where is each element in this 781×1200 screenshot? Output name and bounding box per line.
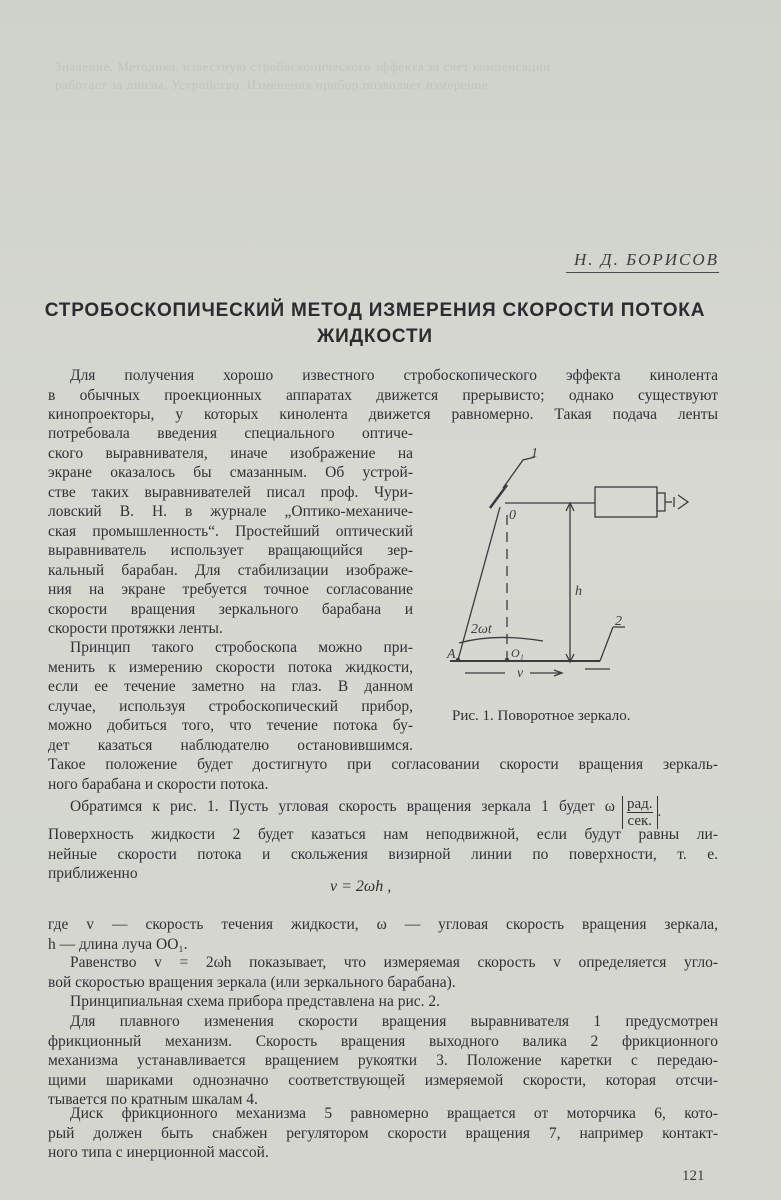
text-line: Для получения хорошо известного стробоскопического эффекта кинолента bbox=[70, 367, 718, 384]
author-name: Н. Д. БОРИСОВ bbox=[574, 250, 720, 269]
label-height: h bbox=[575, 584, 582, 599]
text-line: приближенно bbox=[48, 865, 138, 882]
eye-symbol bbox=[678, 495, 688, 509]
text-line: если ее течение заметно на глаз. В данном bbox=[48, 678, 413, 695]
text-line: ская промышленность“. Простейший оптический bbox=[48, 522, 413, 540]
text-line: Для плавного изменения скорости вращения выравнивателя 1 предусмотрен bbox=[70, 1013, 718, 1030]
equality-paragraph bbox=[48, 953, 718, 992]
text-line: где v — скорость течения жидкости, ω — угловая скорость вращения зеркала, bbox=[48, 916, 718, 933]
intro-wrap-paragraph bbox=[48, 424, 413, 639]
text-line: ния на экране требуется точное согласование bbox=[48, 581, 413, 598]
text-line: механизма устанавливается вращением рукоятки 3. Положение каретки с передаю- bbox=[48, 1052, 718, 1069]
text-line: потребовала введения специального оптиче- bbox=[48, 425, 413, 442]
label-point-o: 0 bbox=[509, 508, 516, 523]
article-title bbox=[25, 298, 725, 350]
eyepiece-cap bbox=[657, 493, 665, 511]
text-line: в обычных проекционных аппаратах движется прерывисто; однако существуют bbox=[48, 386, 718, 404]
text-line: скорости вращения зеркального барабана и bbox=[48, 600, 413, 618]
text-line: ловский В. Н. в журнале „Оптико-механиче- bbox=[48, 503, 413, 520]
text-line: Обратимся к рис. 1. Пусть угловая скорость вращения зеркала 1 будет ω bbox=[70, 798, 615, 815]
text-line: менить к измерению скорости потока жидкости, bbox=[48, 658, 413, 676]
text-line: Такое положение будет достигнуто при согласовании скорости вращения зеркаль- bbox=[48, 756, 718, 773]
text-line: Равенство v = 2ωh показывает, что измеряемая скорость v определяется угло- bbox=[70, 954, 718, 971]
text-line: Диск фрикционного механизма 5 равномерно вращается от моторчика 6, кото- bbox=[70, 1105, 718, 1122]
text-line: нейные скорости потока и скольжения визирной линии по поверхности, т. е. bbox=[48, 845, 718, 863]
unit-bracket: $\frac{\text{рад.}}{\text{сек.}}$ . bbox=[622, 796, 661, 829]
figure-caption: Рис. 1. Поворотное зеркало. bbox=[452, 708, 631, 724]
mirror-shape bbox=[490, 485, 507, 508]
text-line: кинопроекторы, у которых кинолента движется равномерно. Такая подача ленты bbox=[48, 406, 718, 423]
eyepiece-body bbox=[595, 487, 657, 517]
label-angle: 2ωt bbox=[471, 622, 492, 637]
text-line: Принцип такого стробоскопа можно при- bbox=[70, 639, 413, 656]
mirror-leader bbox=[503, 457, 535, 488]
author-underline bbox=[566, 272, 719, 273]
text-line: ного барабана и скорости потока. bbox=[48, 775, 269, 793]
text-line: Принципиальная схема прибора представлена на рис. 2. bbox=[70, 993, 441, 1010]
text-line: ного типа с инерционной массой. bbox=[48, 1144, 269, 1161]
show-through-text bbox=[55, 58, 735, 94]
label-point-o1: O₁ bbox=[511, 646, 524, 660]
surface-leader bbox=[600, 627, 613, 661]
label-mirror-number: 1 bbox=[531, 446, 538, 461]
text-line: вой скоростью вращения зеркала (или зеркального барабана). bbox=[48, 973, 456, 991]
figure-diagram bbox=[425, 445, 725, 680]
text-line: можно добиться того, что течение потока бу- bbox=[48, 717, 413, 734]
text-line: фрикционный механизм. Скорость вращения выходного валика 2 фрикционного bbox=[48, 1032, 718, 1050]
text-line: экране оказалось бы смазанным. Об устрой- bbox=[48, 464, 413, 481]
title-line: ЖИДКОСТИ bbox=[317, 326, 433, 347]
disk-paragraph bbox=[48, 1104, 718, 1163]
title-line: СТРОБОСКОПИЧЕСКИЙ МЕТОД ИЗМЕРЕНИЯ СКОРОСТИ ПОТОКА bbox=[44, 300, 706, 321]
bleed-line: Значение. Методика. известную стробоскопического эффекта за счет компенсации bbox=[55, 59, 551, 74]
smooth-change-paragraph bbox=[48, 1012, 718, 1110]
intro-paragraph bbox=[48, 366, 718, 425]
where-paragraph bbox=[48, 915, 718, 954]
text-line: выравниватель использует вращающийся зер- bbox=[48, 542, 413, 559]
schema-paragraph bbox=[70, 992, 710, 1012]
text-line: Поверхность жидкости 2 будет казаться нам неподвижной, если будут равны ли- bbox=[48, 826, 718, 843]
angular-speed-paragraph bbox=[70, 797, 615, 817]
text-line: скорости протяжки ленты. bbox=[48, 620, 223, 637]
formula-velocity: v = 2ωh , bbox=[330, 878, 392, 895]
point-o1-dot bbox=[505, 658, 509, 662]
unit-numerator: рад. bbox=[627, 796, 653, 812]
label-surface-number: 2 bbox=[615, 614, 622, 629]
text-line: щими шариками однозначно соответствующей измеряемой скорости, которая отсчи- bbox=[48, 1071, 718, 1089]
text-line: стве таких выравнивателей писал проф. Чури- bbox=[48, 483, 413, 501]
text-line: кальный барабан. Для стабилизации изображе- bbox=[48, 561, 413, 579]
principle-continuation bbox=[48, 755, 718, 794]
label-point-a: A bbox=[447, 647, 456, 662]
text-line: ского выравнивателя, иначе изображение на bbox=[48, 444, 413, 462]
angle-arc bbox=[459, 637, 543, 643]
text-line: дет казаться наблюдателю остановившимся. bbox=[48, 736, 413, 754]
text-line: тывается по кратным шкалам 4. bbox=[48, 1091, 258, 1108]
text-line: h — длина луча OO₁. bbox=[48, 935, 188, 953]
page-number: 121 bbox=[682, 1168, 705, 1184]
figure-rotating-mirror bbox=[425, 445, 725, 680]
text-line: рый должен быть снабжен регулятором скорости вращения 7, например контакт- bbox=[48, 1124, 718, 1142]
point-a-dot bbox=[456, 658, 460, 662]
text-line: случае, используя стробоскопический прибор, bbox=[48, 697, 413, 715]
label-velocity: v bbox=[517, 666, 524, 680]
principle-paragraph bbox=[48, 638, 413, 755]
unit-denominator: сек. bbox=[627, 813, 653, 829]
bleed-line: работает за линзы. Устройство. Изменения прибор позволяет измерение. bbox=[55, 77, 492, 92]
surface-paragraph bbox=[48, 825, 718, 884]
